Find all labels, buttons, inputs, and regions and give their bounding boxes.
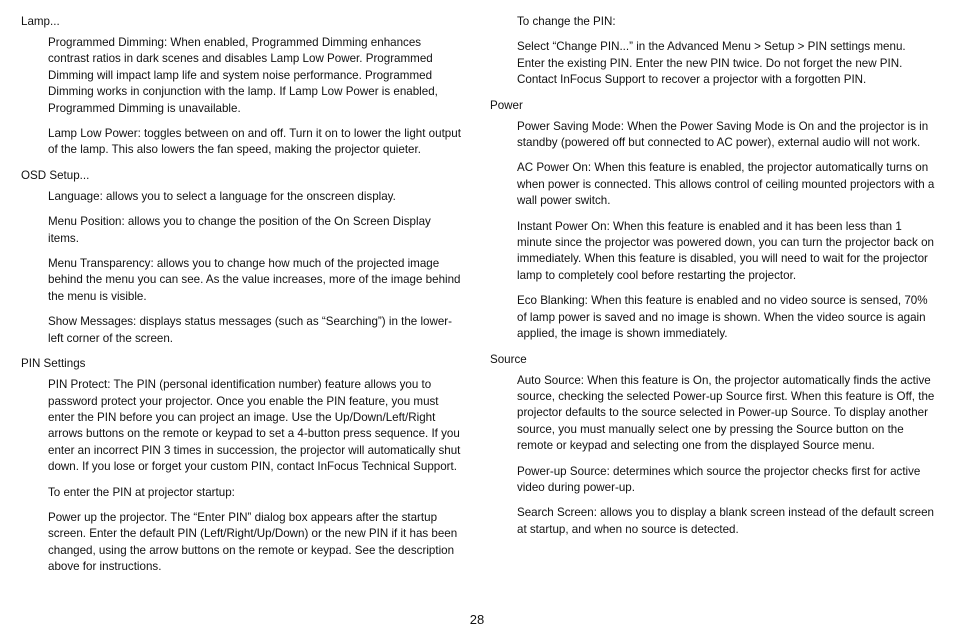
section-pin-settings — [21, 356, 466, 575]
page-number: 28 — [469, 612, 485, 627]
paragraph-power-up-source: Power-up Source: determines which source the projector checks first for active video during power-up. — [517, 464, 921, 494]
section-osd-setup — [21, 168, 466, 347]
section-heading: PIN Settings — [21, 357, 86, 371]
paragraph-instant-power-on: Instant Power On: When this feature is enabled and it has been less than 1 minute since the projector was powered down, you can turn the projector back on immediately. When this feature is disabled, you will need to wait for the projector lamp to completely cool before restarting the projector. — [517, 219, 934, 282]
paragraph-programmed-dimming: Programmed Dimming: When enabled, Programmed Dimming enhances contrast ratios in dark scenes and disables Lamp Low Power. Programmed Dimming will impact lamp life and system noise performance. Programmed Dimming works in conjunction with the lamp. If Lamp Low Power is enabled, Programmed Dimming is unavailable. — [48, 36, 438, 115]
paragraph-ac-power-on: AC Power On: When this feature is enabled, the projector automatically turns on when power is connected. This allows control of ceiling mounted projectors with a wall power switch. — [517, 161, 935, 208]
paragraph-change-pin-title: To change the PIN: — [517, 15, 616, 28]
paragraph-language: Language: allows you to select a language for the onscreen display. — [48, 189, 396, 203]
paragraph-search-screen: Search Screen: allows you to display a blank screen instead of the default screen at startup, and when no source is detected. — [517, 506, 934, 536]
section-heading: Source — [490, 352, 527, 366]
left-column — [21, 14, 466, 585]
section-heading: OSD Setup... — [21, 168, 90, 182]
section-change-pin — [490, 14, 935, 89]
section-heading: Lamp... — [21, 15, 60, 28]
paragraph-show-messages: Show Messages: displays status messages (such as “Searching”) in the lower-left corner of the screen. — [48, 315, 453, 345]
paragraph-enter-pin-title: To enter the PIN at projector startup: — [48, 485, 235, 499]
paragraph-enter-pin-steps: Power up the projector. The “Enter PIN” dialog box appears after the startup screen. Enter the default PIN (Left/Right/Up/Down) or the new PIN if it has been changed, using the arrow buttons on the remote or keypad. See the description above for instructions. — [48, 510, 458, 574]
paragraph-menu-transparency: Menu Transparency: allows you to change how much of the projected image behind the menu you can see. As the value increases, more of the image behind the menu is visible. — [48, 257, 461, 303]
paragraph-eco-blanking: Eco Blanking: When this feature is enabled and no video source is sensed, 70% of lamp power is saved and no image is shown. When the video source is again applied, the image is shown immediately. — [517, 294, 928, 341]
paragraph-menu-position: Menu Position: allows you to change the position of the On Screen Display items. — [48, 215, 431, 245]
paragraph-lamp-low-power: Lamp Low Power: toggles between on and off. Turn it on to lower the light output of the lamp. This also lowers the fan speed, making the projector quieter. — [48, 127, 461, 157]
paragraph-pin-protect: PIN Protect: The PIN (personal identification number) feature allows you to password protect your projector. Once you enable the PIN feature, you must enter the PIN before you can project an image. Use the Up/Down/Left/Right arrows buttons on the remote or keypad to set a 4-button press sequence. If you enter an incorrect PIN 3 times in succession, the projector will automatically shut down. If you lose or forget your custom PIN, contact InFocus Technical Support. — [48, 378, 461, 474]
right-column — [490, 14, 935, 547]
paragraph-auto-source: Auto Source: When this feature is On, the projector automatically finds the active source, checking the selected Power-up Source first. When this feature is Off, the projector defaults to the source selected in Power-up Source. To display another source, you must manually select one by pressing the Source button on the remote or keypad and selecting one from the displayed Source menu. — [517, 373, 935, 453]
section-heading: Power — [490, 98, 523, 112]
section-power — [490, 98, 935, 343]
section-lamp — [21, 14, 466, 159]
paragraph-power-saving-mode: Power Saving Mode: When the Power Saving Mode is On and the projector is in standby (powered off but connected to AC power), external audio will not work. — [517, 119, 929, 150]
section-source — [490, 352, 935, 539]
paragraph-change-pin-steps: Select “Change PIN...” in the Advanced Menu > Setup > PIN settings menu. Enter the existing PIN. Enter the new PIN twice. Do not forget the new PIN. Contact InFocus Support to recover a projector with a forgotten PIN. — [517, 40, 906, 87]
